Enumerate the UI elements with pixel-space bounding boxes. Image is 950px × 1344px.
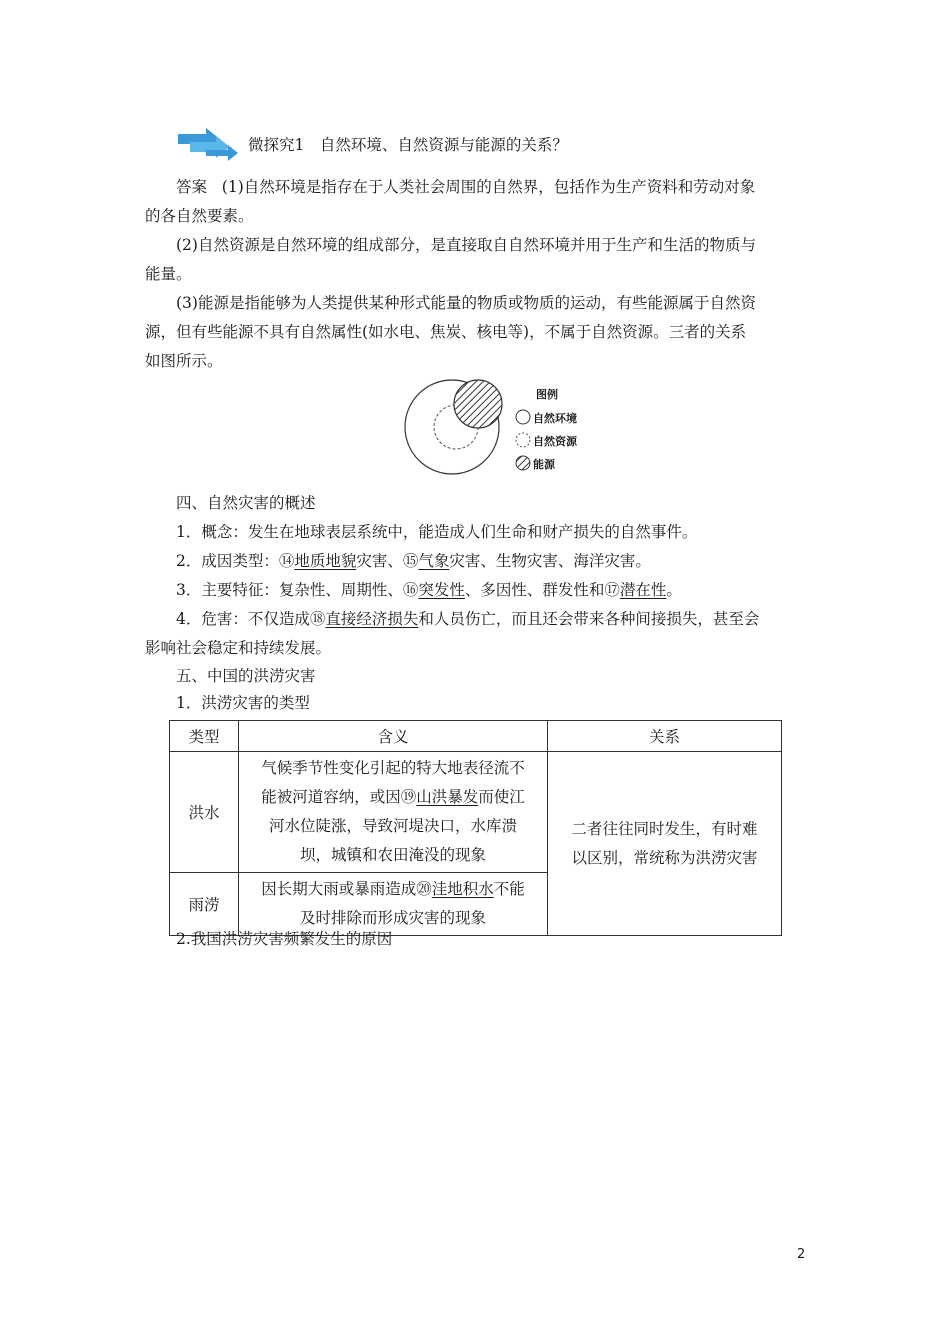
legend-energy-icon [516, 456, 530, 470]
answer-line-5: (3)能源是指能够为人类提供某种形式能量的物质或物质的运动，有些能源属于自然资 [176, 294, 756, 312]
section4-item-3: 3．主要特征：复杂性、周期性、⑯突发性、多因性、群发性和⑰潜在性。 [176, 581, 682, 599]
answer-line-2: 的各自然要素。 [145, 207, 254, 225]
row2-type: 雨涝 [170, 873, 239, 936]
answer-line-7: 如图所示。 [145, 352, 223, 370]
table-row [170, 752, 782, 873]
section4-item-4: 4．危害：不仅造成⑱直接经济损失和人员伤亡，而且还会带来各种间接损失，甚至会 [176, 610, 760, 628]
section4-item-4-cont: 影响社会稳定和持续发展。 [145, 639, 332, 657]
relationship-diagram [400, 372, 590, 482]
legend-resources-icon [516, 433, 530, 447]
relation-cell: 二者往往同时发生，有时难 以区别，常统称为洪涝灾害 [548, 752, 782, 936]
double-arrow-icon [176, 126, 240, 162]
section4-title: 四、自然灾害的概述 [176, 494, 316, 512]
legend-item-resources: 自然资源 [533, 435, 577, 448]
row2-meaning: 因长期大雨或暴雨造成⑳洼地积水不能 及时排除而形成灾害的现象 [239, 873, 548, 936]
heading-title: 微探究1 自然环境、自然资源与能源的关系？ [248, 136, 568, 154]
section4-item-1: 1．概念：发生在地球表层系统中，能造成人们生命和财产损失的自然事件。 [176, 523, 698, 541]
row1-meaning: 气候季节性变化引起的特大地表径流不 能被河道容纳，或因⑲山洪暴发而使江 河水位陡涨，导致河堤决口，水库溃 坝，城镇和农田淹没的现象 [239, 752, 548, 873]
answer-line-3: (2)自然资源是自然环境的组成部分，是直接取自自然环境并用于生产和生活的物质与 [176, 236, 756, 254]
row1-type: 洪水 [170, 752, 239, 873]
answer-line-4: 能量。 [145, 265, 192, 283]
answer-line-6: 源，但有些能源不具有自然属性(如水电、焦炭、核电等)，不属于自然资源。三者的关系 [145, 323, 747, 341]
legend-item-environment: 自然环境 [533, 412, 577, 425]
table-header-relation: 关系 [548, 721, 782, 752]
page-number: 2 [797, 1247, 806, 1262]
section5-title: 五、中国的洪涝灾害 [176, 667, 316, 685]
section-heading [176, 126, 568, 162]
section5-sub-2: 2.我国洪涝灾害频繁发生的原因 [176, 930, 393, 948]
legend-title: 图例 [536, 388, 558, 401]
table-header-meaning: 含义 [239, 721, 548, 752]
table-header-type: 类型 [170, 721, 239, 752]
section5-sub-1: 1．洪涝灾害的类型 [176, 694, 310, 712]
legend-item-energy: 能源 [533, 458, 555, 471]
energy-circle [454, 380, 502, 428]
answer-text: (1)自然环境是指存在于人类社会周围的自然界，包括作为生产资料和劳动对象 [221, 178, 756, 196]
answer-label: 答案 [176, 178, 208, 196]
table-header-row [170, 721, 782, 752]
flood-types-table [169, 720, 782, 936]
section4-item-2: 2．成因类型：⑭地质地貌灾害、⑮气象灾害、生物灾害、海洋灾害。 [176, 552, 651, 570]
legend-environment-icon [516, 410, 530, 424]
answer-line-1 [176, 176, 755, 198]
